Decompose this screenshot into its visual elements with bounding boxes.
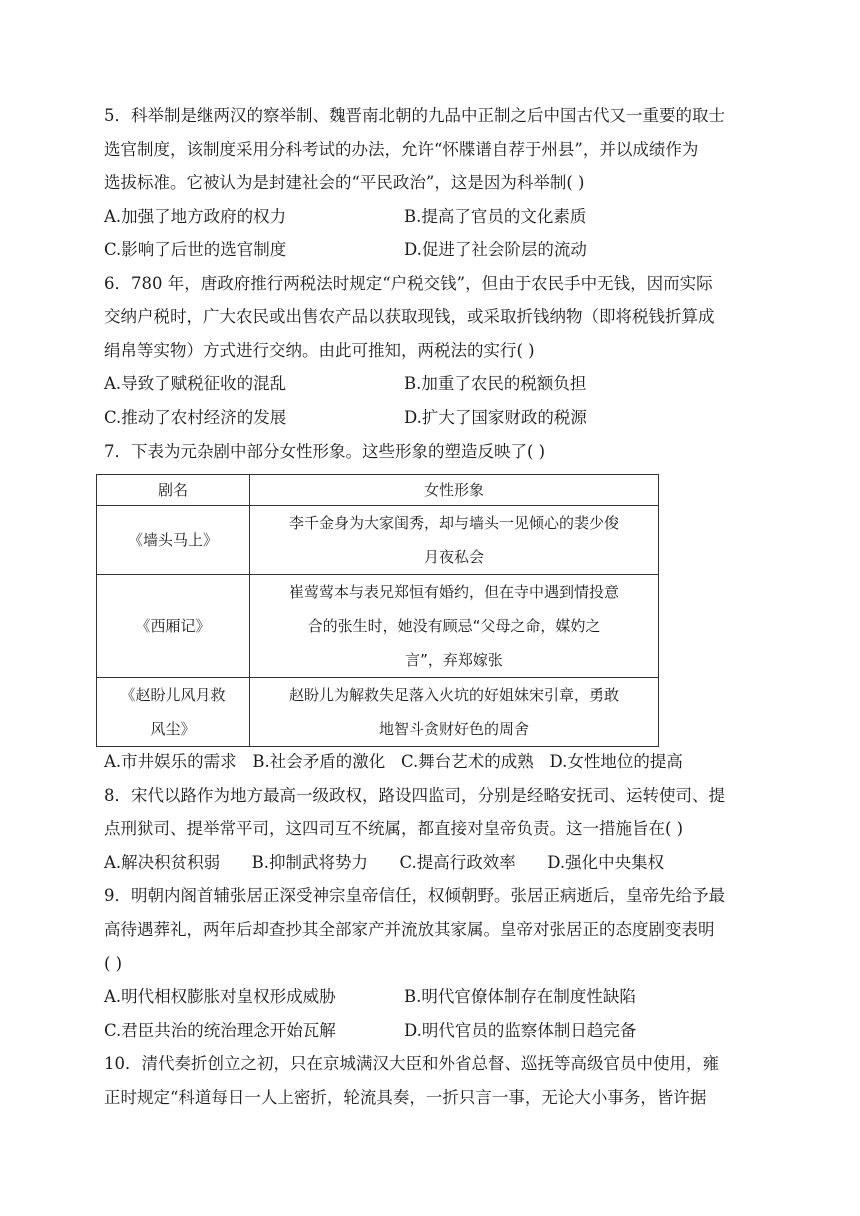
q5-option-d: D.促进了社会阶层的流动 (404, 240, 587, 259)
q5-option-b: B.提高了官员的文化素质 (404, 207, 587, 226)
cell-line: 风尘》 (150, 720, 196, 738)
q7-options: A.市井娱乐的需求 B.社会矛盾的激化 C.舞台艺术的成熟 D.女性地位的提高 (104, 752, 683, 771)
q9-option-a: A.明代相权膨胀对皇权形成威胁 (104, 987, 336, 1006)
q6-option-a: A.导致了赋税征收的混乱 (104, 374, 287, 393)
cell-line: 《西厢记》 (135, 617, 211, 635)
table-cell-name (97, 678, 250, 747)
q5-line-2: 选官制度，该制度采用分科考试的办法，允许“怀牒谱自荐于州县”，并以成绩作为 (104, 140, 699, 159)
table-row (97, 678, 659, 747)
table-row (97, 575, 659, 678)
q7-table (96, 474, 659, 747)
cell-line: 言”，弃郑嫁张 (405, 651, 503, 669)
q9-option-b: B.明代官僚体制存在制度性缺陷 (404, 987, 636, 1006)
cell-line: 崔莺莺本与表兄郑恒有婚约，但在寺中遇到情投意 (288, 583, 619, 601)
q6-option-b: B.加重了农民的税额负担 (404, 374, 587, 393)
q9-line-2: 高待遇葬礼，两年后却查抄其全部家产并流放其家属。皇帝对张居正的态度剧变表明 (104, 920, 715, 939)
table-header-row (97, 475, 659, 506)
cell-line: 《墙头马上》 (127, 531, 218, 549)
table-cell-desc (250, 678, 659, 747)
q8-line-2: 点刑狱司、提举常平司，这四司互不统属，都直接对皇帝负责。这一措施旨在( ) (104, 819, 684, 838)
q9-line-3: ( ) (104, 954, 123, 973)
q6-line-3: 绢帛等实物）方式进行交纳。由此可推知，两税法的实行( ) (104, 341, 535, 360)
q7-stem: 7．下表为元杂剧中部分女性形象。这些形象的塑造反映了( ) (104, 442, 546, 461)
q10-line-1: 10．清代奏折创立之初，只在京城满汉大臣和外省总督、巡抚等高级官员中使用，雍 (104, 1054, 719, 1073)
table-cell-name (97, 575, 250, 678)
cell-line: 合的张生时，她没有顾忌“父母之命，媒妁之 (307, 617, 601, 635)
cell-line: 月夜私会 (423, 548, 484, 566)
q9-line-1: 9．明朝内阁首辅张居正深受神宗皇帝信任，权倾朝野。张居正病逝后，皇帝先给予最 (104, 886, 725, 905)
table-row (97, 506, 659, 575)
q5-option-a: A.加强了地方政府的权力 (104, 207, 287, 226)
table-cell-desc (250, 506, 659, 575)
cell-line: 李千金身为大家闺秀，却与墙头一见倾心的裴少俊 (288, 514, 619, 532)
q6-option-c: C.推动了农村经济的发展 (104, 408, 287, 427)
q5-line-3: 选拔标准。它被认为是封建社会的“平民政治”，这是因为科举制( ) (104, 173, 585, 192)
q5-option-c: C.影响了后世的选官制度 (104, 240, 287, 259)
q9-option-d: D.明代官员的监察体制日趋完备 (404, 1021, 637, 1040)
table-header-desc: 女性形象 (250, 475, 659, 506)
table-cell-desc (250, 575, 659, 678)
q9-option-c: C.君臣共治的统治理念开始瓦解 (104, 1021, 336, 1040)
cell-line: 《赵盼儿风月救 (120, 686, 226, 704)
q8-line-1: 8．宋代以路作为地方最高一级政权，路设四监司，分别是经略安抚司、运转使司、提 (104, 786, 725, 805)
cell-line: 赵盼儿为解救失足落入火坑的好姐妹宋引章，勇敢 (288, 686, 619, 704)
q6-line-2: 交纳户税时，广大农民或出售农产品以获取现钱，或采取折钱纳物（即将税钱折算成 (104, 307, 715, 326)
q10-line-2: 正时规定“科道每日一人上密折，轮流具奏，一折只言一事，无论大小事务，皆许据 (104, 1088, 707, 1107)
q8-options: A.解决积贫积弱 B.抑制武将势力 C.提高行政效率 D.强化中央集权 (104, 853, 665, 872)
q6-line-1: 6．780 年，唐政府推行两税法时规定“户税交钱”，但由于农民手中无钱，因而实际 (104, 274, 713, 293)
cell-line: 地智斗贪财好色的周舍 (378, 720, 529, 738)
q5-line-1: 5．科举制是继两汉的察举制、魏晋南北朝的九品中正制之后中国古代又一重要的取士 (104, 106, 725, 125)
q6-option-d: D.扩大了国家财政的税源 (404, 408, 587, 427)
table-cell-name (97, 506, 250, 575)
table-header-name: 剧名 (97, 475, 250, 506)
